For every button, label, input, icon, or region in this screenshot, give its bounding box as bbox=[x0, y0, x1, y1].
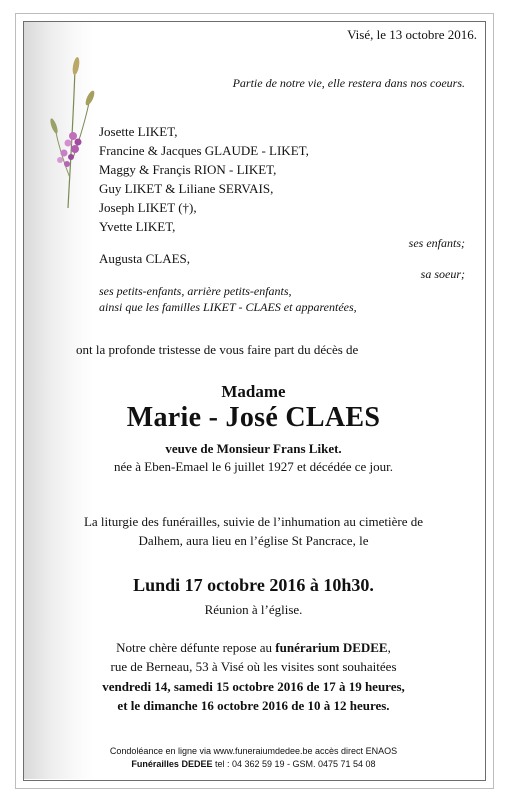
visits-line-2: et le dimanche 16 octobre 2016 de 10 à 12 heures. bbox=[117, 698, 390, 713]
liturgy-line-1: La liturgie des funérailles, suivie de l’inhumation au cimetière de bbox=[83, 514, 424, 529]
meeting-line: Réunion à l’église. bbox=[204, 602, 303, 617]
grandchildren: ses petits-enfants, arrière petits-enfants, bbox=[99, 284, 292, 298]
liturgy-line-2: Dalhem, aura lieu en l’église St Pancrace, le bbox=[138, 533, 369, 548]
sister: Augusta CLAES, bbox=[99, 251, 190, 266]
widow-line: veuve de Monsieur Frans Liket. bbox=[165, 441, 342, 456]
date-line: Visé, le 13 octobre 2016. bbox=[347, 27, 477, 42]
family-member: Josette LIKET, bbox=[99, 124, 178, 139]
ceremony-date: Lundi 17 octobre 2016 à 10h30. bbox=[133, 575, 374, 595]
family-member: Francine & Jacques GLAUDE - LIKET, bbox=[99, 143, 309, 158]
deceased-name: Marie - José CLAES bbox=[126, 402, 381, 433]
lilac-sprig-icon bbox=[40, 48, 100, 218]
visits-line-1: vendredi 14, samedi 15 octobre 2016 de 17 à 19 heures, bbox=[102, 679, 405, 694]
announcement: ont la profonde tristesse de vous faire part du décès de bbox=[76, 342, 359, 357]
rest-line bbox=[23, 640, 484, 656]
quote: Partie de notre vie, elle restera dans nos coeurs. bbox=[232, 76, 465, 90]
footer-brand: Funérailles DEDEE bbox=[131, 759, 213, 769]
rest-text: Notre chère défunte repose au bbox=[116, 640, 276, 655]
family-member: Yvette LIKET, bbox=[99, 219, 176, 234]
families: ainsi que les familles LIKET - CLAES et apparentées, bbox=[99, 300, 357, 314]
footer-line-2 bbox=[23, 759, 484, 769]
title: Madame bbox=[221, 382, 286, 401]
family-member: Joseph LIKET (†), bbox=[99, 200, 197, 215]
footer-contact: tel : 04 362 59 19 - GSM. 0475 71 54 08 bbox=[212, 759, 376, 769]
rest-punct: , bbox=[387, 640, 391, 655]
address-line: rue de Berneau, 53 à Visé où les visites sont souhaitées bbox=[110, 659, 397, 674]
footer-line-1: Condoléance en ligne via www.funeraiumdedee.be accès direct ENAOS bbox=[109, 746, 398, 756]
birth-line: née à Eben-Emael le 6 juillet 1927 et décédée ce jour. bbox=[113, 459, 393, 474]
family-list bbox=[99, 122, 309, 236]
children-label: ses enfants; bbox=[408, 236, 465, 250]
family-member: Guy LIKET & Liliane SERVAIS, bbox=[99, 181, 274, 196]
sister-label: sa soeur; bbox=[420, 267, 465, 281]
family-member: Maggy & Françis RION - LIKET, bbox=[99, 162, 277, 177]
funeral-home: funérarium DEDEE bbox=[275, 640, 388, 655]
